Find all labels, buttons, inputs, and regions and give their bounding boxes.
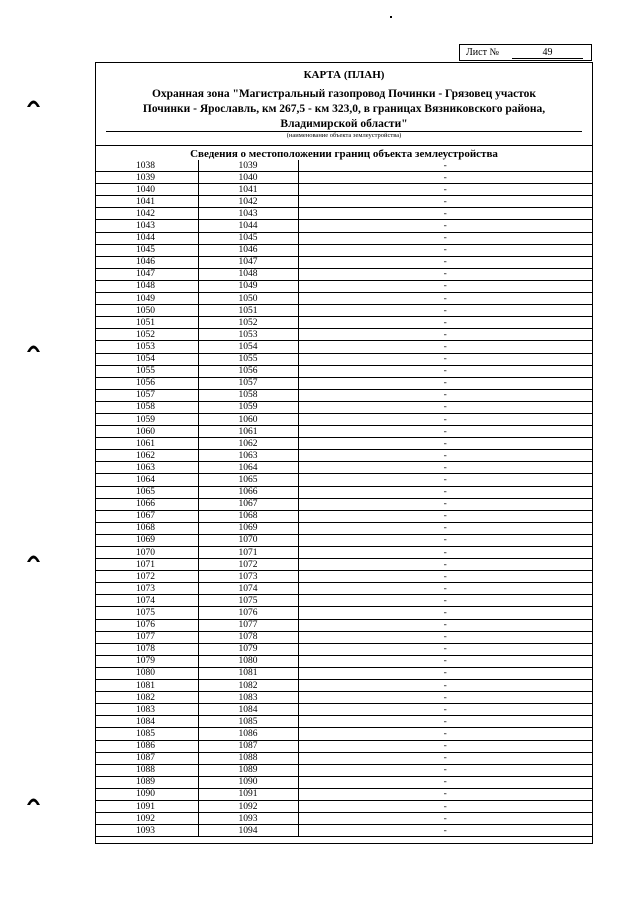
- info-cell: -: [298, 800, 592, 812]
- point-from-cell: 1058: [96, 401, 198, 413]
- object-name-line: Починки - Ярославль, км 267,5 - км 323,0, в границах Вязниковского района,: [142, 103, 546, 115]
- point-to-cell: 1041: [198, 184, 298, 196]
- info-cell: -: [298, 704, 592, 716]
- point-to-cell: 1086: [198, 728, 298, 740]
- point-to-cell: 1089: [198, 764, 298, 776]
- point-to-cell: 1061: [198, 426, 298, 438]
- info-cell: -: [298, 571, 592, 583]
- point-from-cell: 1041: [96, 196, 198, 208]
- info-cell: -: [298, 438, 592, 450]
- table-row: [96, 619, 592, 631]
- point-to-cell: 1085: [198, 716, 298, 728]
- table-row: [96, 184, 592, 196]
- point-from-cell: 1057: [96, 389, 198, 401]
- info-cell: -: [298, 474, 592, 486]
- point-to-cell: 1063: [198, 450, 298, 462]
- object-name: [104, 87, 584, 132]
- info-cell: -: [298, 547, 592, 559]
- info-cell: -: [298, 764, 592, 776]
- info-cell: -: [298, 825, 592, 837]
- table-row: [96, 825, 592, 837]
- info-cell: -: [298, 510, 592, 522]
- point-to-cell: 1082: [198, 680, 298, 692]
- info-cell: -: [298, 160, 592, 172]
- point-to-cell: 1066: [198, 486, 298, 498]
- info-cell: -: [298, 280, 592, 292]
- point-to-cell: 1074: [198, 583, 298, 595]
- object-name-line: Охранная зона "Магистральный газопровод Починки - Грязовец участок: [151, 88, 537, 100]
- table-row: [96, 631, 592, 643]
- info-cell: -: [298, 692, 592, 704]
- table-row: [96, 220, 592, 232]
- point-from-cell: 1044: [96, 232, 198, 244]
- point-from-cell: 1084: [96, 716, 198, 728]
- table-row: [96, 559, 592, 571]
- point-to-cell: 1051: [198, 305, 298, 317]
- table-row: [96, 353, 592, 365]
- info-cell: -: [298, 401, 592, 413]
- table-row: [96, 655, 592, 667]
- point-from-cell: 1050: [96, 305, 198, 317]
- point-from-cell: 1078: [96, 643, 198, 655]
- point-to-cell: 1084: [198, 704, 298, 716]
- info-cell: -: [298, 172, 592, 184]
- point-to-cell: 1059: [198, 401, 298, 413]
- info-cell: -: [298, 220, 592, 232]
- punch-hole-mark: [26, 553, 41, 562]
- object-name-caption: (наименование объекта землеустройства): [286, 132, 402, 139]
- point-from-cell: 1045: [96, 244, 198, 256]
- table-row: [96, 680, 592, 692]
- table-row: [96, 196, 592, 208]
- point-from-cell: 1079: [96, 655, 198, 667]
- point-to-cell: 1054: [198, 341, 298, 353]
- info-cell: -: [298, 776, 592, 788]
- info-cell: -: [298, 413, 592, 425]
- point-from-cell: 1071: [96, 559, 198, 571]
- table-row: [96, 547, 592, 559]
- point-from-cell: 1068: [96, 522, 198, 534]
- info-cell: -: [298, 813, 592, 825]
- table-row: [96, 232, 592, 244]
- document-title: КАРТА (ПЛАН): [303, 69, 385, 81]
- punch-hole-mark: [26, 98, 41, 107]
- point-from-cell: 1092: [96, 813, 198, 825]
- table-row: [96, 280, 592, 292]
- table-row: [96, 752, 592, 764]
- header-divider: [96, 145, 592, 146]
- point-to-cell: 1092: [198, 800, 298, 812]
- point-to-cell: 1048: [198, 268, 298, 280]
- point-to-cell: 1077: [198, 619, 298, 631]
- table-row: [96, 764, 592, 776]
- point-to-cell: 1069: [198, 522, 298, 534]
- table-row: [96, 813, 592, 825]
- point-to-cell: 1055: [198, 353, 298, 365]
- point-from-cell: 1091: [96, 800, 198, 812]
- info-cell: -: [298, 268, 592, 280]
- map-plan-frame: [95, 62, 593, 844]
- point-to-cell: 1088: [198, 752, 298, 764]
- info-cell: -: [298, 232, 592, 244]
- point-to-cell: 1043: [198, 208, 298, 220]
- point-from-cell: 1075: [96, 607, 198, 619]
- info-cell: -: [298, 522, 592, 534]
- info-cell: -: [298, 631, 592, 643]
- table-row: [96, 643, 592, 655]
- point-to-cell: 1083: [198, 692, 298, 704]
- point-from-cell: 1082: [96, 692, 198, 704]
- point-from-cell: 1088: [96, 764, 198, 776]
- table-row: [96, 377, 592, 389]
- point-from-cell: 1060: [96, 426, 198, 438]
- sheet-number: 49: [512, 47, 583, 59]
- point-from-cell: 1063: [96, 462, 198, 474]
- point-to-cell: 1081: [198, 667, 298, 679]
- point-from-cell: 1085: [96, 728, 198, 740]
- point-to-cell: 1071: [198, 547, 298, 559]
- info-cell: -: [298, 426, 592, 438]
- table-row: [96, 692, 592, 704]
- table-row: [96, 365, 592, 377]
- info-cell: -: [298, 462, 592, 474]
- info-cell: -: [298, 728, 592, 740]
- point-to-cell: 1039: [198, 160, 298, 172]
- point-from-cell: 1042: [96, 208, 198, 220]
- info-cell: -: [298, 595, 592, 607]
- table-row: [96, 740, 592, 752]
- point-from-cell: 1066: [96, 498, 198, 510]
- point-to-cell: 1094: [198, 825, 298, 837]
- point-from-cell: 1074: [96, 595, 198, 607]
- info-cell: -: [298, 329, 592, 341]
- info-cell: -: [298, 450, 592, 462]
- info-cell: -: [298, 667, 592, 679]
- point-from-cell: 1048: [96, 280, 198, 292]
- point-to-cell: 1072: [198, 559, 298, 571]
- info-cell: -: [298, 389, 592, 401]
- info-cell: -: [298, 788, 592, 800]
- info-cell: -: [298, 583, 592, 595]
- info-cell: -: [298, 377, 592, 389]
- table-row: [96, 438, 592, 450]
- point-to-cell: 1064: [198, 462, 298, 474]
- point-from-cell: 1052: [96, 329, 198, 341]
- point-from-cell: 1081: [96, 680, 198, 692]
- table-row: [96, 534, 592, 546]
- table-row: [96, 305, 592, 317]
- point-from-cell: 1069: [96, 534, 198, 546]
- table-row: [96, 389, 592, 401]
- table-row: [96, 667, 592, 679]
- info-cell: -: [298, 680, 592, 692]
- info-cell: -: [298, 559, 592, 571]
- table-row: [96, 486, 592, 498]
- point-to-cell: 1067: [198, 498, 298, 510]
- table-row: [96, 450, 592, 462]
- point-from-cell: 1054: [96, 353, 198, 365]
- point-to-cell: 1070: [198, 534, 298, 546]
- info-cell: -: [298, 619, 592, 631]
- point-from-cell: 1059: [96, 413, 198, 425]
- info-cell: -: [298, 353, 592, 365]
- table-row: [96, 401, 592, 413]
- table-row: [96, 776, 592, 788]
- point-from-cell: 1089: [96, 776, 198, 788]
- info-cell: -: [298, 365, 592, 377]
- point-from-cell: 1043: [96, 220, 198, 232]
- info-cell: -: [298, 740, 592, 752]
- point-to-cell: 1044: [198, 220, 298, 232]
- boundary-table-body: [96, 160, 592, 837]
- table-row: [96, 329, 592, 341]
- point-from-cell: 1039: [96, 172, 198, 184]
- sheet-number-box: [459, 44, 592, 61]
- table-row: [96, 474, 592, 486]
- point-to-cell: 1057: [198, 377, 298, 389]
- point-from-cell: 1067: [96, 510, 198, 522]
- info-cell: -: [298, 293, 592, 305]
- point-to-cell: 1042: [198, 196, 298, 208]
- point-from-cell: 1072: [96, 571, 198, 583]
- info-cell: -: [298, 752, 592, 764]
- table-row: [96, 522, 592, 534]
- point-from-cell: 1077: [96, 631, 198, 643]
- table-row: [96, 510, 592, 522]
- table-row: [96, 595, 592, 607]
- point-from-cell: 1055: [96, 365, 198, 377]
- point-from-cell: 1064: [96, 474, 198, 486]
- info-cell: -: [298, 184, 592, 196]
- point-from-cell: 1038: [96, 160, 198, 172]
- point-from-cell: 1073: [96, 583, 198, 595]
- point-to-cell: 1050: [198, 293, 298, 305]
- point-to-cell: 1076: [198, 607, 298, 619]
- table-row: [96, 462, 592, 474]
- table-row: [96, 571, 592, 583]
- table-row: [96, 704, 592, 716]
- point-to-cell: 1056: [198, 365, 298, 377]
- point-to-cell: 1060: [198, 413, 298, 425]
- info-cell: -: [298, 208, 592, 220]
- point-to-cell: 1053: [198, 329, 298, 341]
- point-from-cell: 1062: [96, 450, 198, 462]
- table-row: [96, 426, 592, 438]
- point-to-cell: 1045: [198, 232, 298, 244]
- table-row: [96, 268, 592, 280]
- table-row: [96, 716, 592, 728]
- punch-hole-mark: [26, 343, 41, 352]
- point-to-cell: 1091: [198, 788, 298, 800]
- sheet-label: Лист №: [466, 47, 499, 58]
- info-cell: -: [298, 643, 592, 655]
- point-to-cell: 1049: [198, 280, 298, 292]
- point-from-cell: 1049: [96, 293, 198, 305]
- section-title: Сведения о местоположении границ объекта землеустройства: [190, 148, 498, 160]
- point-from-cell: 1083: [96, 704, 198, 716]
- point-to-cell: 1087: [198, 740, 298, 752]
- point-to-cell: 1040: [198, 172, 298, 184]
- object-name-line: Владимирской области": [280, 118, 408, 130]
- table-row: [96, 244, 592, 256]
- table-row: [96, 160, 592, 172]
- info-cell: -: [298, 716, 592, 728]
- point-to-cell: 1075: [198, 595, 298, 607]
- punch-hole-mark: [26, 796, 41, 805]
- point-to-cell: 1047: [198, 256, 298, 268]
- scan-speck: [390, 16, 392, 18]
- point-to-cell: 1062: [198, 438, 298, 450]
- boundary-table: [96, 160, 592, 837]
- table-row: [96, 256, 592, 268]
- info-cell: -: [298, 244, 592, 256]
- info-cell: -: [298, 341, 592, 353]
- point-from-cell: 1061: [96, 438, 198, 450]
- point-to-cell: 1078: [198, 631, 298, 643]
- info-cell: -: [298, 305, 592, 317]
- table-row: [96, 800, 592, 812]
- info-cell: -: [298, 317, 592, 329]
- point-to-cell: 1090: [198, 776, 298, 788]
- point-to-cell: 1065: [198, 474, 298, 486]
- point-from-cell: 1086: [96, 740, 198, 752]
- table-row: [96, 607, 592, 619]
- table-row: [96, 341, 592, 353]
- point-from-cell: 1040: [96, 184, 198, 196]
- point-to-cell: 1079: [198, 643, 298, 655]
- table-row: [96, 728, 592, 740]
- table-row: [96, 172, 592, 184]
- info-cell: -: [298, 486, 592, 498]
- info-cell: -: [298, 607, 592, 619]
- table-row: [96, 293, 592, 305]
- point-from-cell: 1080: [96, 667, 198, 679]
- info-cell: -: [298, 256, 592, 268]
- table-row: [96, 317, 592, 329]
- point-to-cell: 1093: [198, 813, 298, 825]
- point-from-cell: 1046: [96, 256, 198, 268]
- point-from-cell: 1065: [96, 486, 198, 498]
- point-from-cell: 1087: [96, 752, 198, 764]
- table-row: [96, 788, 592, 800]
- table-row: [96, 498, 592, 510]
- point-from-cell: 1093: [96, 825, 198, 837]
- point-to-cell: 1080: [198, 655, 298, 667]
- table-row: [96, 583, 592, 595]
- table-row: [96, 413, 592, 425]
- point-from-cell: 1070: [96, 547, 198, 559]
- info-cell: -: [298, 498, 592, 510]
- point-from-cell: 1051: [96, 317, 198, 329]
- point-to-cell: 1046: [198, 244, 298, 256]
- table-row: [96, 208, 592, 220]
- info-cell: -: [298, 655, 592, 667]
- point-to-cell: 1073: [198, 571, 298, 583]
- point-from-cell: 1056: [96, 377, 198, 389]
- point-from-cell: 1053: [96, 341, 198, 353]
- info-cell: -: [298, 534, 592, 546]
- point-from-cell: 1090: [96, 788, 198, 800]
- point-from-cell: 1047: [96, 268, 198, 280]
- info-cell: -: [298, 196, 592, 208]
- point-from-cell: 1076: [96, 619, 198, 631]
- point-to-cell: 1052: [198, 317, 298, 329]
- point-to-cell: 1058: [198, 389, 298, 401]
- point-to-cell: 1068: [198, 510, 298, 522]
